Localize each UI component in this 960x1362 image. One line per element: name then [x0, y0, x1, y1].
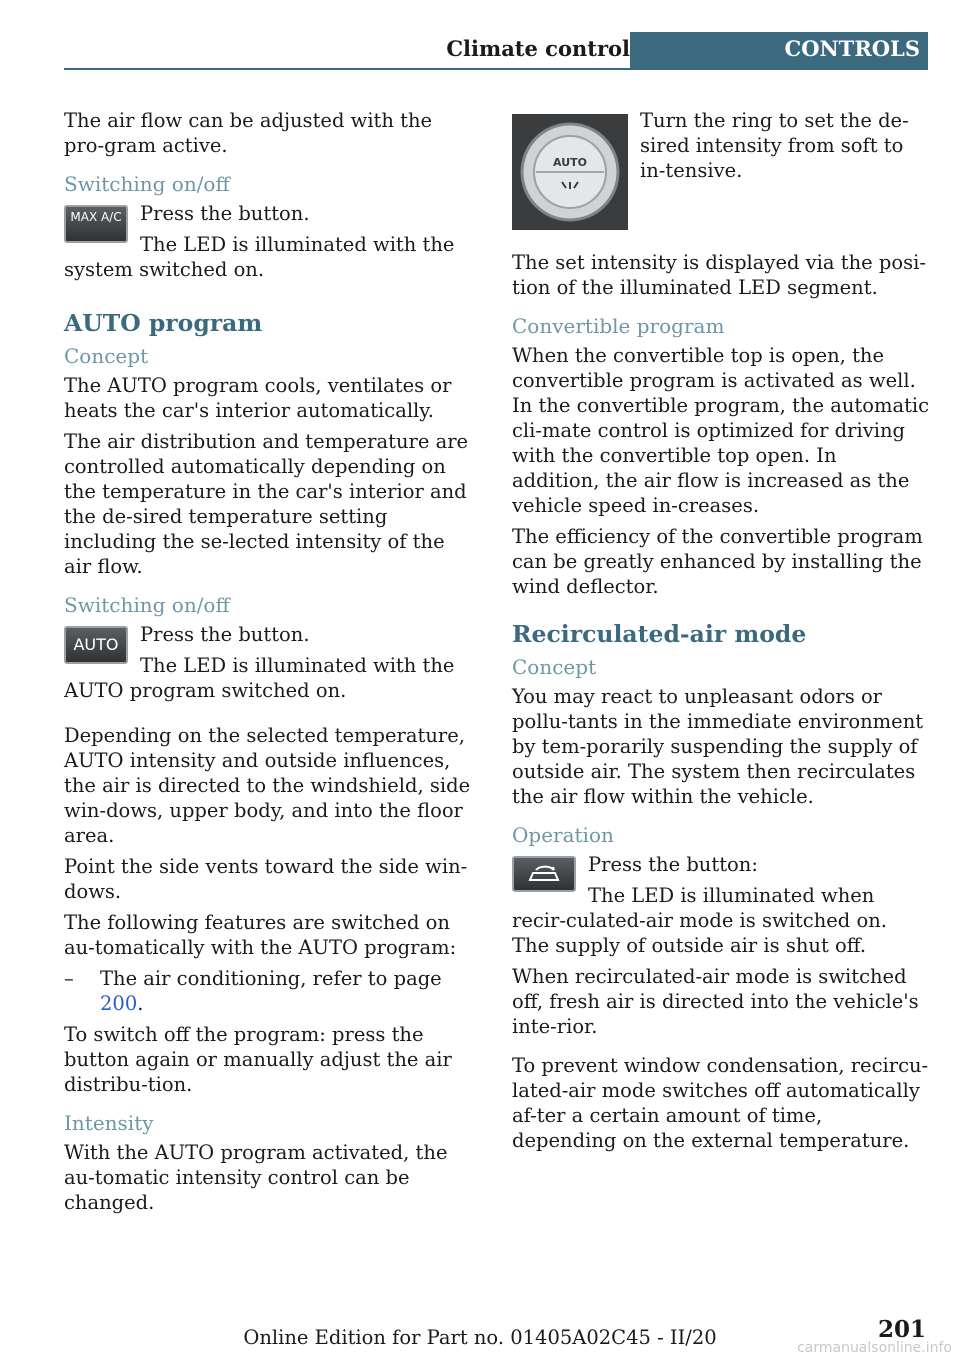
- paragraph: Press the button.: [140, 202, 310, 225]
- subheading-switching: Switching on/off: [64, 593, 230, 617]
- max-ac-block: [64, 201, 476, 288]
- left-column: [64, 108, 476, 1221]
- paragraph: Point the side vents toward the side win-dows.: [64, 855, 468, 903]
- paragraph: To prevent window condensation, recircu-lated-air mode switches off automatically af-ter a certain amount of time, depending on the external temperature.: [512, 1054, 929, 1152]
- paragraph: The LED is illuminated when recir-culated-air mode is switched on. The supply of outside air is shut off.: [512, 884, 887, 957]
- paragraph: The efficiency of the convertible program can be greatly enhanced by installing the wind deflector.: [512, 525, 923, 598]
- auto-button-icon: AUTO: [64, 626, 128, 664]
- header-rule: [64, 68, 928, 70]
- edition-text: Online Edition for Part no. 01405A02C45 - II/20: [243, 1326, 717, 1349]
- subheading-convertible: Convertible program: [512, 314, 725, 338]
- subheading-operation: Operation: [512, 823, 614, 847]
- subheading-concept: Concept: [512, 655, 597, 679]
- list-dash: –: [64, 967, 74, 990]
- chapter-tab: CONTROLS: [630, 32, 928, 70]
- dial-auto-label: AUTO: [553, 156, 587, 169]
- subheading-switching: Switching on/off: [64, 172, 230, 196]
- heading-recirculated-air: Recirculated-air mode: [512, 620, 807, 648]
- paragraph: To switch off the program: press the button again or manually adjust the air distribu-tion.: [64, 1023, 452, 1096]
- list-text: The air conditioning, refer to page: [100, 967, 442, 990]
- section-title: Climate control: [446, 36, 630, 61]
- watermark: carmanualsonline.info: [797, 1340, 952, 1356]
- list-end: .: [137, 992, 144, 1015]
- paragraph: The air distribution and temperature are controlled automatically depending on the temperature in the car's interior and the de-sired temperature setting including the se-lected intensity of the air flow.: [64, 430, 469, 578]
- paragraph: Press the button:: [588, 853, 758, 876]
- page-link[interactable]: 200: [100, 992, 138, 1015]
- subheading-concept: Concept: [64, 344, 149, 368]
- page-header: [64, 32, 928, 70]
- paragraph: With the AUTO program activated, the au-tomatic intensity control can be changed.: [64, 1141, 448, 1214]
- paragraph: The LED is illuminated with the AUTO program switched on.: [64, 654, 455, 702]
- paragraph: When recirculated-air mode is switched off, fresh air is directed into the vehicle's inte-rior.: [512, 965, 919, 1038]
- paragraph: You may react to unpleasant odors or pollu-tants in the immediate environment by tem-porarily suspending the supply of outside air. The system then recirculates the air flow within the vehicle.: [512, 685, 924, 808]
- paragraph: Press the button.: [140, 623, 310, 646]
- paragraph: The LED is illuminated with the system switched on.: [64, 233, 455, 281]
- paragraph: When the convertible top is open, the convertible program is activated as well. In the convertible program, the automatic cli-mate control is optimized for driving with the convertible top open. In addition, the air flow is increased as the vehicle speed in-creases.: [512, 344, 930, 517]
- auto-block: [64, 622, 476, 709]
- intensity-dial-image: [512, 114, 628, 230]
- paragraph: The AUTO program cools, ventilates or heats the car's interior automatically.: [64, 374, 452, 422]
- paragraph: Turn the ring to set the de-sired intensity from soft to in-tensive.: [640, 109, 909, 182]
- max-ac-button-icon: MAX A/C: [64, 205, 128, 243]
- recirculation-button-icon: [512, 856, 576, 892]
- subheading-intensity: Intensity: [64, 1111, 154, 1135]
- paragraph: The set intensity is displayed via the posi-tion of the illuminated LED segment.: [512, 251, 926, 299]
- paragraph: Depending on the selected temperature, AUTO intensity and outside influences, the air is directed to the windshield, side win-dows, upper body, and into the floor area.: [64, 724, 471, 847]
- list-item: [64, 966, 476, 1016]
- heading-auto-program: AUTO program: [64, 309, 263, 337]
- dial-block: [512, 108, 930, 236]
- page-footer: [0, 1316, 960, 1356]
- paragraph: The air flow can be adjusted with the pro-gram active.: [64, 109, 433, 157]
- recirc-block: [512, 852, 930, 964]
- right-column: [512, 108, 930, 1159]
- paragraph: The following features are switched on au-tomatically with the AUTO program:: [64, 911, 457, 959]
- page-number: 201: [877, 1316, 926, 1343]
